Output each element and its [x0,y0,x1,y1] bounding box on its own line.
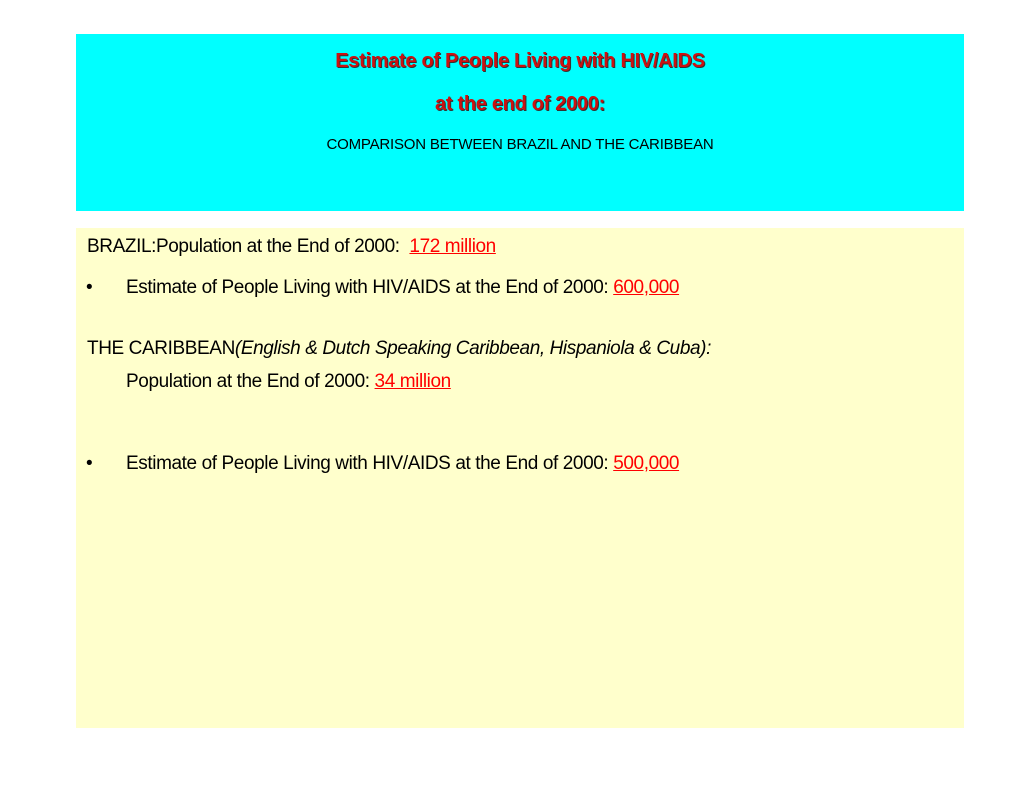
bullet-icon: • [86,277,93,298]
brazil-hiv-text [126,277,679,299]
caribbean-population-row [126,371,451,393]
brazil-population-value: 172 million [409,236,496,257]
caribbean-heading: THE CARIBBEAN [87,338,235,359]
brazil-hiv-label: Estimate of People Living with HIV/AIDS at the End of 2000: [126,277,609,298]
caribbean-hiv-text [126,453,679,475]
brazil-population-label: BRAZIL:Population at the End of 2000: [87,236,400,257]
title-line-2: at the end of 2000: [435,93,605,115]
brazil-hiv-value: 600,000 [613,277,680,298]
title-box [76,34,964,211]
caribbean-population-value: 34 million [374,371,451,392]
brazil-population-row [87,236,496,258]
subtitle: COMPARISON BETWEEN BRAZIL AND THE CARIBBEAN [326,136,714,153]
caribbean-hiv-label: Estimate of People Living with HIV/AIDS at the End of 2000: [126,453,609,474]
content-box [76,228,964,728]
bullet-icon: • [86,453,93,474]
brazil-hiv-row [76,277,956,303]
caribbean-heading-detail: (English & Dutch Speaking Caribbean, Hispaniola & Cuba): [234,338,711,359]
caribbean-hiv-row [76,453,956,479]
caribbean-hiv-value: 500,000 [613,453,680,474]
caribbean-population-label: Population at the End of 2000: [126,371,370,392]
title-line-1: Estimate of People Living with HIV/AIDS [335,50,705,72]
caribbean-heading-row [87,338,711,360]
